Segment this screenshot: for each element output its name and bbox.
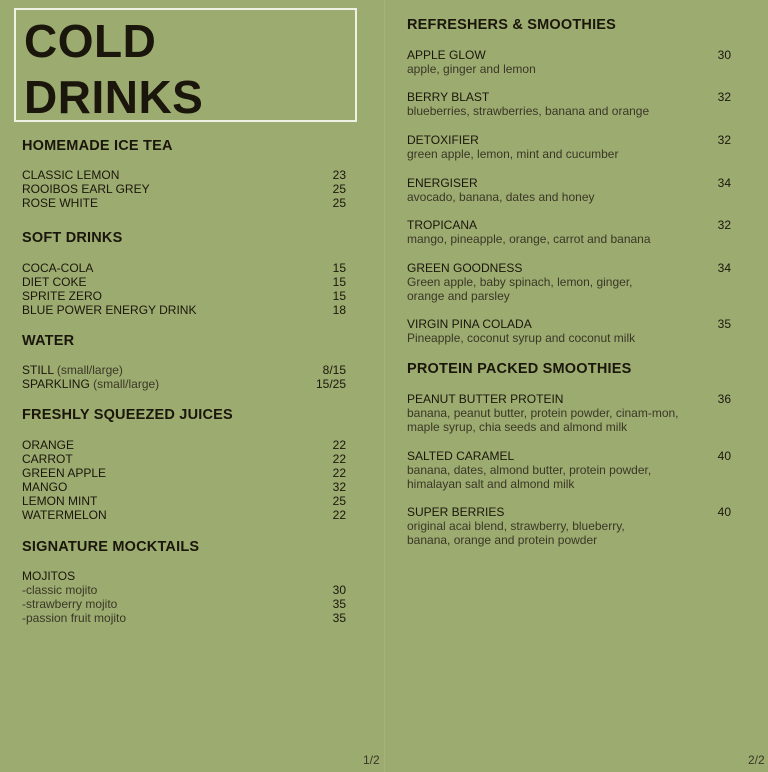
item-name: CLASSIC LEMON [22, 168, 120, 182]
item-name: BERRY BLAST [407, 90, 490, 104]
item-price: 18 [332, 303, 346, 317]
item-name: ROSE WHITE [22, 196, 99, 210]
section-heading-juices: FRESHLY SQUEEZED JUICES [22, 407, 233, 423]
page-number-left: 1/2 [363, 753, 380, 767]
item-price: 32 [332, 480, 346, 494]
item-price: 25 [332, 494, 346, 508]
item-price: 30 [717, 48, 731, 62]
item-price: 32 [717, 133, 731, 147]
section-heading-ice-tea: HOMEMADE ICE TEA [22, 138, 173, 154]
item-name: APPLE GLOW [407, 48, 486, 62]
menu-page-right [384, 0, 768, 772]
item-name [22, 377, 159, 391]
item-description: apple, ginger and lemon [407, 62, 536, 76]
item-name: WATERMELON [22, 508, 107, 522]
item-size-note: (small/large) [89, 377, 160, 391]
item-price: 25 [332, 196, 346, 210]
item-price: 8/15 [322, 363, 346, 377]
item-description: avocado, banana, dates and honey [407, 190, 595, 204]
item-price: 36 [717, 392, 731, 406]
item-price: 15/25 [315, 377, 346, 391]
section-heading-soft-drinks: SOFT DRINKS [22, 230, 123, 246]
item-price: 35 [332, 611, 346, 625]
item-description: banana, dates, almond butter, protein powder, himalayan salt and almond milk [407, 463, 652, 491]
item-name: DIET COKE [22, 275, 87, 289]
item-name: PEANUT BUTTER PROTEIN [407, 392, 564, 406]
section-heading-water: WATER [22, 333, 75, 349]
section-heading-protein: PROTEIN PACKED SMOOTHIES [407, 361, 632, 377]
item-name: -passion fruit mojito [22, 611, 127, 625]
item-description: blueberries, strawberries, banana and orange [407, 104, 650, 118]
item-size-note: (small/large) [53, 363, 123, 377]
item-name: TROPICANA [407, 218, 478, 232]
item-description: mango, pineapple, orange, carrot and banana [407, 232, 651, 246]
item-price: 40 [717, 505, 731, 519]
item-description: Pineapple, coconut syrup and coconut milk [407, 331, 636, 345]
menu-title-box [14, 8, 357, 122]
item-price: 22 [332, 466, 346, 480]
item-price: 40 [717, 449, 731, 463]
item-name: COCA-COLA [22, 261, 94, 275]
item-price: 35 [332, 597, 346, 611]
item-name: ROOIBOS EARL GREY [22, 182, 150, 196]
item-name: VIRGIN PINA COLADA [407, 317, 532, 331]
item-price: 30 [332, 583, 346, 597]
item-price: 35 [717, 317, 731, 331]
item-price: 34 [717, 176, 731, 190]
item-name: GREEN APPLE [22, 466, 107, 480]
item-name: SUPER BERRIES [407, 505, 505, 519]
item-name: SPRITE ZERO [22, 289, 103, 303]
menu-title-line-2: DRINKS [24, 71, 204, 123]
item-price: 25 [332, 182, 346, 196]
item-description: original acai blend, strawberry, blueberry, banana, orange and protein powder [407, 519, 625, 547]
item-description: Green apple, baby spinach, lemon, ginger, orange and parsley [407, 275, 633, 303]
item-price: 23 [332, 168, 346, 182]
item-name: -strawberry mojito [22, 597, 118, 611]
item-price: 15 [332, 289, 346, 303]
mojitos-label: MOJITOS [22, 569, 76, 583]
item-price: 32 [717, 218, 731, 232]
page-number-right: 2/2 [748, 753, 765, 767]
item-name-text: STILL [22, 363, 54, 377]
menu-title-line-1: COLD [24, 15, 157, 67]
item-name: MANGO [22, 480, 68, 494]
section-heading-mocktails: SIGNATURE MOCKTAILS [22, 539, 200, 555]
item-price: 22 [332, 452, 346, 466]
item-description: green apple, lemon, mint and cucumber [407, 147, 619, 161]
item-name: ENERGISER [407, 176, 478, 190]
item-name: ORANGE [22, 438, 75, 452]
item-name: LEMON MINT [22, 494, 98, 508]
item-name-text: SPARKLING [22, 377, 90, 391]
item-name: DETOXIFIER [407, 133, 479, 147]
item-name: BLUE POWER ENERGY DRINK [22, 303, 197, 317]
item-price: 22 [332, 438, 346, 452]
item-name [22, 363, 123, 377]
item-name: GREEN GOODNESS [407, 261, 523, 275]
item-price: 15 [332, 261, 346, 275]
item-name: SALTED CARAMEL [407, 449, 515, 463]
item-price: 32 [717, 90, 731, 104]
item-description: banana, peanut butter, protein powder, cinam-mon, maple syrup, chia seeds and almond milk [407, 406, 679, 434]
item-price: 34 [717, 261, 731, 275]
item-price: 15 [332, 275, 346, 289]
item-name: CARROT [22, 452, 73, 466]
section-heading-refreshers: REFRESHERS & SMOOTHIES [407, 17, 617, 33]
item-price: 22 [332, 508, 346, 522]
item-name: -classic mojito [22, 583, 98, 597]
